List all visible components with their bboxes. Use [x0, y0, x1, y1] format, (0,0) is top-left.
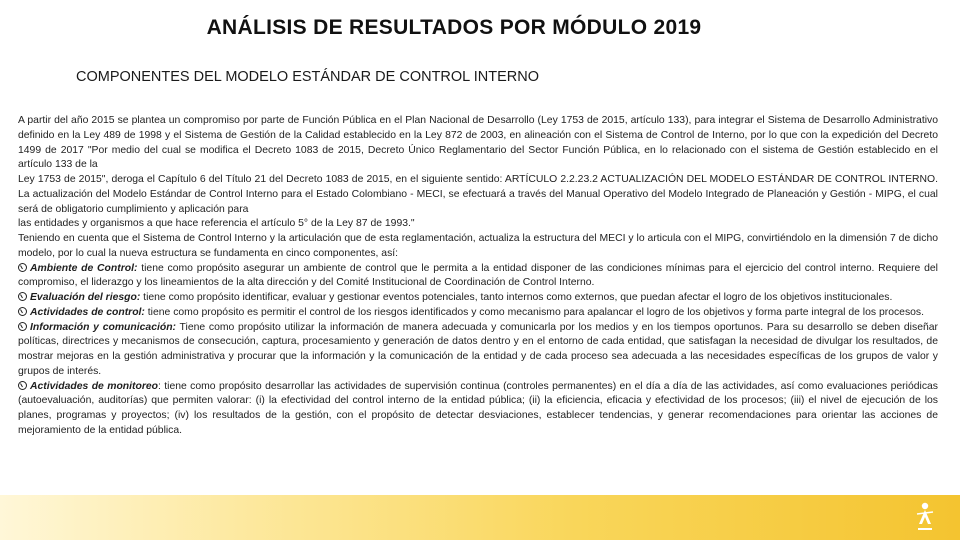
- page-title: ANÁLISIS DE RESULTADOS POR MÓDULO 2019: [206, 16, 702, 39]
- clock-bullet-icon: [18, 263, 27, 272]
- component-monitoreo: [18, 380, 938, 439]
- component-control: [18, 306, 938, 321]
- intro-paragraph-4: Teniendo en cuenta que el Sistema de Control Interno y la articulación que de esta reglamentación, actualiza la estructura del MECI y lo articula con el MIPG, convirtiéndolo en la dimensión 7 de dicho modelo, por lo cual la nueva estructura se fundamenta en cinco componentes, así:: [18, 233, 938, 259]
- intro-paragraph-1: A partir del año 2015 se plantea un compromiso por parte de Función Pública en el Plan Nacional de Desarrollo (Ley 1753 de 2015, artículo 133), para integrar el Sistema de Desarrollo Administrativo definido en la Ley 489 de 1998 y el Sistema de Gestión de la Calidad establecido en la Ley 872 de 2003, en alineación con el Sistema de Control de Interno, por lo que con la expedición del Decreto 1499 de 2017 "Por medio del cual se modifica el Decreto 1083 de 2015, Decreto Único Reglamentario del Sector Función Pública, en lo relacionado con el sistema de Gestión establecido en el artículo 133 de la: [18, 115, 938, 171]
- clock-bullet-icon: [18, 307, 27, 316]
- clock-bullet-icon: [18, 292, 27, 301]
- component-term: Actividades de control:: [30, 306, 145, 318]
- component-term: Evaluación del riesgo:: [30, 292, 141, 303]
- component-text: tiene como propósito identificar, evaluar y gestionar eventos potenciales, tanto internos como externos, que puedan afectar el logro de los objetivos institucionales.: [140, 292, 893, 303]
- page-subtitle: COMPONENTES DEL MODELO ESTÁNDAR DE CONTROL INTERNO: [76, 69, 539, 85]
- component-term: Actividades de monitoreo: [30, 380, 158, 392]
- clock-bullet-icon: [18, 322, 27, 331]
- component-text: Tiene como propósito utilizar la información de manera adecuada y comunicarla por los medios y en los tiempos oportunos. Para su desarrollo se deben diseñar políticas, directrices y mecanismos de consecución, captura, procesamiento y generación de datos dentro y en el entorno de cada entidad, que satisfagan la necesidad de divulgar los resultados, de mostrar mejoras en la gestión administrativa y procurar que la información y la comunicación de la entidad y de cada proceso sea adecuada a las necesidades específicas de los grupos de valor y grupos de interés.: [18, 321, 938, 377]
- intro-paragraph-2: Ley 1753 de 2015", deroga el Capítulo 6 del Título 21 del Decreto 1083 de 2015, en el siguiente sentido: ARTÍCULO 2.2.23.2 ACTUALIZACIÓN DEL MODELO ESTÁNDAR DE CONTROL INTERNO. La actualización del Modelo Estándar de Control Interno para el Estado Colombiano - MECI, se efectuará a través del Manual Operativo del Modelo Integrado de Planeación y Gestión - MIPG, el cual será de obligatorio cumplimiento y aplicación para: [18, 174, 938, 215]
- component-ambiente: [18, 262, 938, 292]
- clock-bullet-icon: [18, 381, 27, 390]
- component-informacion: [18, 321, 938, 380]
- footer-band: [0, 495, 960, 540]
- component-text: tiene como propósito es permitir el control de los riesgos identificados y como mecanismo para apalancar el logro de los objetivos y forma parte integral de los procesos.: [144, 306, 925, 318]
- component-term: Información y comunicación:: [30, 321, 177, 333]
- component-text: tiene como propósito asegurar un ambiente de control que le permita a la entidad disponer de las condiciones mínimas para el ejercicio del control interno. Requiere del compromiso, el liderazgo y los lineamientos de la alta dirección y del Comité Institucional de Coordinación de Control Interno.: [18, 262, 938, 289]
- intro-paragraph-3: las entidades y organismos a que hace referencia el artículo 5° de la Ley 87 de 1993.": [18, 218, 415, 230]
- component-term: Ambiente de Control:: [30, 262, 138, 274]
- body-text: [18, 114, 938, 439]
- institution-logo-icon: [912, 500, 938, 534]
- component-text: : tiene como propósito desarrollar las actividades de supervisión continua (controles permanentes) en el día a día de las actividades, así como evaluaciones periódicas (autoevaluación, auditorías) que permiten valorar: (i) la efectividad del control interno de la entidad pública; (ii) la eficiencia, eficacia y efectividad de los procesos; (iii) el nivel de ejecución de los planes, programas y proyectos; (iv) los resultados de la gestión, con el propósito de detectar desviaciones, establecer tendencias, y generar recomendaciones para orientar las acciones de mejoramiento de la entidad pública.: [18, 380, 938, 436]
- component-riesgo: [18, 291, 938, 306]
